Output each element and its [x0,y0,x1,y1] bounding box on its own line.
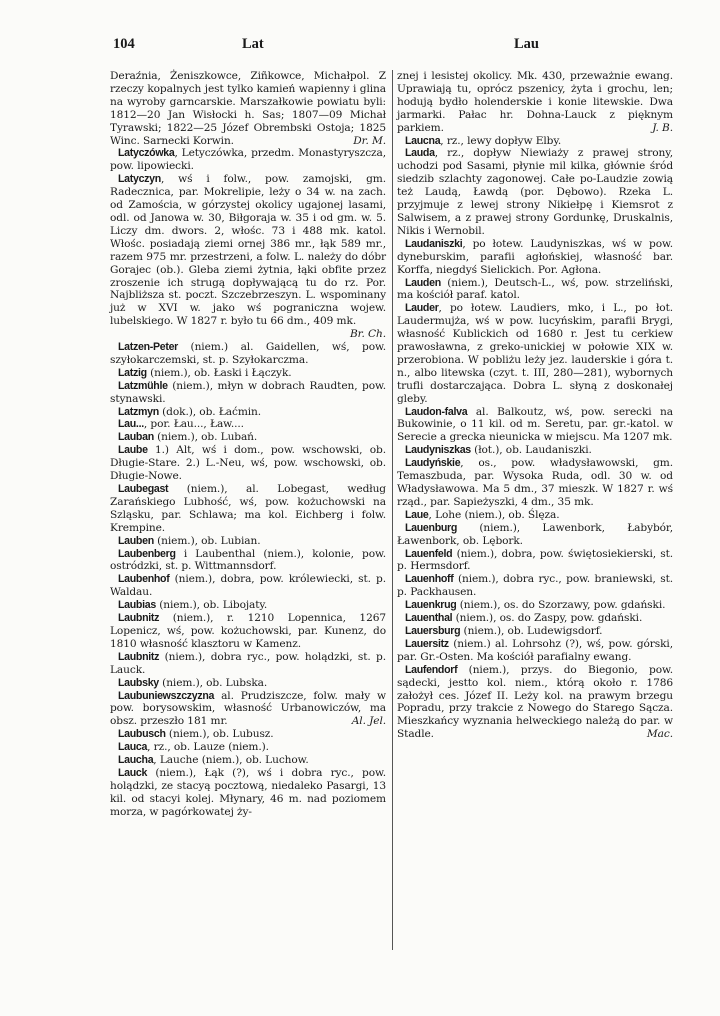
dictionary-entry [110,767,386,819]
dictionary-entry [110,406,386,419]
entry-headword: Lauck [118,766,148,779]
entry-headword: Latzen-Peter [118,341,178,354]
dictionary-entry [397,638,673,664]
entry-text: (niem.), ob. Lubusz. [165,728,274,741]
entry-text: (niem.), ob. Lubań. [153,431,258,444]
entry-headword: Laucha [118,754,154,767]
entry-text: , rz., ob. Lauze (niem.). [147,741,269,754]
dictionary-entry [397,238,673,277]
entry-text: , os., pow. władysławowski, gm. Temaszbuda, par. Wysoka Ruda, odl. 30 w. od Władysławowa. Ma 5 dm., 37 mieszk. W 1827 r. wś rząd., par. Sapieżyszki, 4 dm., 35 mk. [397,457,673,508]
entry-text: (niem.), dobra ryc., pow. braniewski, st. p. Packhausen. [397,573,673,599]
dictionary-entry [397,599,673,612]
entry-text: , Letyczówka, przedm. Monastyryszcza, pow. lipowiecki. [110,147,386,173]
right-column [397,70,673,741]
entry-headword: Laudaniszki [405,237,463,250]
entry-text: (niem.), os. do Szorzawy, pow. gdański. [456,599,666,612]
entry-text: al. Prudziszcze, folw. mały w pow. borysowskim, własność Urbanowiczów, ma obsz. przeszło 181 mr. [110,689,386,728]
entry-text: i Laubenthal (niem.), kolonie, pow. ostródzki, st. p. Wittmannsdorf. [110,547,386,573]
dictionary-entry [397,457,673,509]
entry-headword: Lauenhoff [405,573,454,586]
entry-text: (niem.) al. Lohrsohz (?), wś, pow. górski, par. Gr.-Osten. Ma kościół parafialny ewang. [397,637,673,663]
entry-text: (niem.), ob. Libojaty. [155,599,268,612]
entry-headword: Laubsky [118,676,159,689]
entry-text: (łot.), ob. Laudaniszki. [470,444,592,457]
dictionary-entry [110,677,386,690]
entry-text: , Lauche (niem.), ob. Luchow. [153,754,309,767]
entry-headword: Latzig [118,366,147,379]
dictionary-entry [110,70,386,147]
entry-text: (niem.), młyn w dobrach Raudten, pow. stynawski. [110,379,386,405]
dictionary-entry [397,509,673,522]
entry-headword: Laubnitz [118,650,160,663]
dictionary-entry [397,147,673,237]
dictionary-entry [110,741,386,754]
entry-headword: Laubenberg [118,547,176,560]
left-running-head: Lat [242,36,264,52]
entry-headword: Lauersitz [405,637,449,650]
entry-signature: Mac. [646,728,673,741]
entry-text: (dok.), ob. Łaćmin. [158,405,262,418]
entry-headword: Laue [405,508,429,521]
dictionary-entry [397,625,673,638]
dictionary-entry [397,406,673,445]
dictionary-entry [397,573,673,599]
entry-headword: Lau... [118,418,144,431]
entry-headword: Lauden [405,276,441,289]
dictionary-entry [110,548,386,574]
entry-text: Deraźnia, Żeniszkowce, Ziñkowce, Michałpol. Z rzeczy kopalnych jest tylko kamień wapienny i glina na wyroby garncarskie. Marszałkowie powiatu byli: 1812—20 Jan Wisłocki h. Sas; 1807—09 Michał Tyrawski; 1822—25 Józef Obrembski Ostoja; 1825 Winc. Sarnecki Korwin. [110,70,386,147]
entry-headword: Laubias [118,599,156,612]
dictionary-entry [397,70,673,135]
entry-headword: Latyczyn [118,173,161,186]
dictionary-entry [110,728,386,741]
entry-text: , por. Łau..., Ław.... [143,418,244,431]
entry-text: (niem.), dobra ryc., pow. holądzki, st. p. Lauck. [110,650,386,676]
entry-headword: Latzmyn [118,405,159,418]
entry-text: (niem.), Łąk (?), wś i dobra ryc., pow. holądzki, ze stacyą pocztową, niedaleko Pasargi, 13 kil. od stacyi kolej. Młynary, 46 m. nad poziomem morza, w pagórkowatej ży- [110,766,386,818]
entry-text: (niem.), ob. Lubian. [153,534,261,547]
entry-text: , rz., dopływ Niewiaży z prawej strony, uchodzi pod Sasami, płynie mil kilka, głównie śród siedzib szlachty zagonowej. Całe po-Laudzie zowią też Laudą, Ławdą (por. Dębowo). Rzeka L. przyjmuje z lewej strony Nikiełpę i Kiemsrot z Salwisem, a z prawej strony Gordunkę, Druskalnis, Nikis i Wernobil. [397,147,673,237]
entry-headword: Laube [118,444,148,457]
entry-headword: Laubnitz [118,612,160,625]
dictionary-entry [397,522,673,548]
entry-text: 1.) Alt, wś i dom., pow. wschowski, ob. Długie-Stare. 2.) L.-Neu, wś, pow. wschowski, ob. Długie-Nowe. [110,444,386,483]
entry-text: , po łotew. Laudyniszkas, wś w pow. dyneburskim, parafii agłońskiej, własność bar. Korffa, niegdyś Sielickich. Por. Agłona. [397,237,673,276]
dictionary-entry [110,444,386,483]
dictionary-entry [397,664,673,741]
entry-headword: Laubusch [118,728,166,741]
dictionary-entry [110,599,386,612]
entry-text: (niem.), os. do Zaspy, pow. gdański. [452,612,643,625]
dictionary-entry [397,135,673,148]
entry-text: , wś i folw., pow. zamojski, gm. Radecznica, par. Mokrelipie, leży o 34 w. na zach. od Zamościa, w górzystej okolicy ugajonej lasami, odl. od Janowa w. 30, Biłgoraja w. 35 i od gm. w. 5. Liczy dm. dwors. 2, włośc. 73 i 488 mk. katol. Włośc. posiadają ziemi ornej 386 mr., łąk 589 mr., razem 975 mr. przestrzeni, a folw. L. należy do dóbr Gorajec (ob.). Gleba ziemi żytnia, łąki obfite przez zroszenie ich strugą dopływającą tu do rz. Por. Najbliższa st. poczt. Szczebrzeszyn. L. wspominany już w XVI w. jako wś pograniczna wojew. lubelskiego. W 1827 r. było tu 66 dm., 409 mk. [110,173,386,328]
page-number: 104 [113,36,135,52]
dictionary-entry [110,690,386,729]
entry-headword: Lauenfeld [405,547,453,560]
entry-headword: Laucna [405,134,441,147]
entry-headword: Lauben [118,534,154,547]
dictionary-entry [397,444,673,457]
entry-text: (niem.), ob. Łaski i Łączyk. [146,366,292,379]
right-running-head: Lau [514,36,539,52]
entry-text: (niem.), dobra, pow. królewiecki, st. p. Waldau. [110,573,386,599]
entry-headword: Lauenthal [405,612,453,625]
entry-headword: Laubuniewszczyzna [118,689,215,702]
entry-headword: Lauban [118,431,154,444]
entry-text: al. Balkoutz, wś, pow. serecki na Bukowinie, o 11 kil. od m. Seretu, par. gr.-katol. w Serecie a grecka nieunicka w miejscu. Ma 1207 mk. [397,405,673,444]
dictionary-entry [110,380,386,406]
entry-headword: Laufendorf [405,663,458,676]
entry-text: , Lohe (niem.), ob. Ślęza. [428,508,560,521]
dictionary-entry [110,173,386,341]
entry-headword: Laudon-falva [405,405,468,418]
dictionary-entry [397,277,673,303]
dictionary-entry [110,431,386,444]
entry-headword: Laudyniszkas [405,444,471,457]
entry-text: , po łotew. Laudiers, mko, i L., po łot. Laudermujża, wś w pow. lucyńskim, parafii Brygi, własność Kublickich od 1680 r. Jest tu cerkiew prawosławna, z greko-unickiej w połowie XIX w. przerobiona. W pobliżu leży jez. lauderskie i góra t. n., albo litewska (czyt. t. III, 280—281), wybornych trufli dostarczająca. Dobra L. słyną z doskonałej gleby. [397,302,673,405]
entry-text: (niem.) al. Gaidellen, wś, pow. szyłokarczemski, st. p. Szyłokarczma. [110,341,386,366]
dictionary-entry [110,651,386,677]
dictionary-entry [110,367,386,380]
entry-text: (niem.), Deutsch-L., wś, pow. strzeliński, ma kościół paraf. katol. [397,276,673,302]
page-header [113,36,623,54]
entry-headword: Latyczówka [118,147,175,160]
entry-headword: Lauda [405,147,435,160]
entry-headword: Latzmühle [118,379,168,392]
entry-signature: J. B. [652,121,673,134]
entry-text: (niem.), al. Lobegast, według Zarańskiego Lubhość, wś, pow. kożuchowski na Szląsku, par. Schlawa; ma kol. Eichberg i folw. Krempine. [110,483,386,534]
dictionary-entry [110,483,386,535]
dictionary-entry [110,341,386,367]
entry-text: (niem.), Lawenbork, Łabybór, Ławenbork, ob. Lębork. [397,521,673,547]
entry-text: (niem.), ob. Ludewigsdorf. [460,624,603,637]
left-column [110,70,386,819]
dictionary-entry [110,612,386,651]
entry-headword: Lauder [405,302,439,315]
entry-text: (niem.), przys. do Biegonio, pow. sądecki, jestto kol. niem., którą około r. 1786 założył ces. Józef II. Leży kol. na prawym brzegu Popradu, przy trakcie z Nowego do Starego Sącza. Mieszkańcy wyznania helweckiego należą do par. w Stadle. [397,663,673,741]
dictionary-entry [110,535,386,548]
entry-text: , rz., lewy dopływ Elby. [440,134,562,147]
entry-text: znej i lesistej okolicy. Mk. 430, przeważnie ewang. Uprawiają tu, oprócz pszenicy, żyta i grochu, len; hodują bydło holenderskie i konie litewskie. Dwa jarmarki. Pałac hr. Dohna-Lauck z pięknym parkiem. [397,70,673,134]
column-divider [392,70,393,950]
entry-signature: Br. Ch. [349,328,386,341]
entry-headword: Laubegast [118,483,169,495]
dictionary-entry [110,573,386,599]
entry-headword: Lauca [118,741,148,754]
dictionary-entry [397,302,673,405]
entry-headword: Laudyńskie [405,457,461,470]
entry-signature: Dr. M. [353,134,386,147]
entry-headword: Lauenkrug [405,599,457,612]
dictionary-entry [110,418,386,431]
entry-signature: Al. Jel. [351,715,386,728]
entry-text: (niem.), r. 1210 Lopennica, 1267 Lopenicz, wś, pow. kożuchowski, par. Kunenz, do 1810 własność klasztoru w Kamenz. [110,612,386,650]
dictionary-entry [110,754,386,767]
dictionary-entry [110,147,386,173]
entry-headword: Laubenhof [118,573,170,586]
dictionary-entry [397,548,673,574]
entry-headword: Lauersburg [405,624,461,637]
entry-text: (niem.), dobra, pow. świętosiekierski, st. p. Hermsdorf. [397,547,673,573]
dictionary-entry [397,612,673,625]
entry-text: (niem.), ob. Lubska. [158,676,268,689]
entry-headword: Lauenburg [405,521,458,534]
